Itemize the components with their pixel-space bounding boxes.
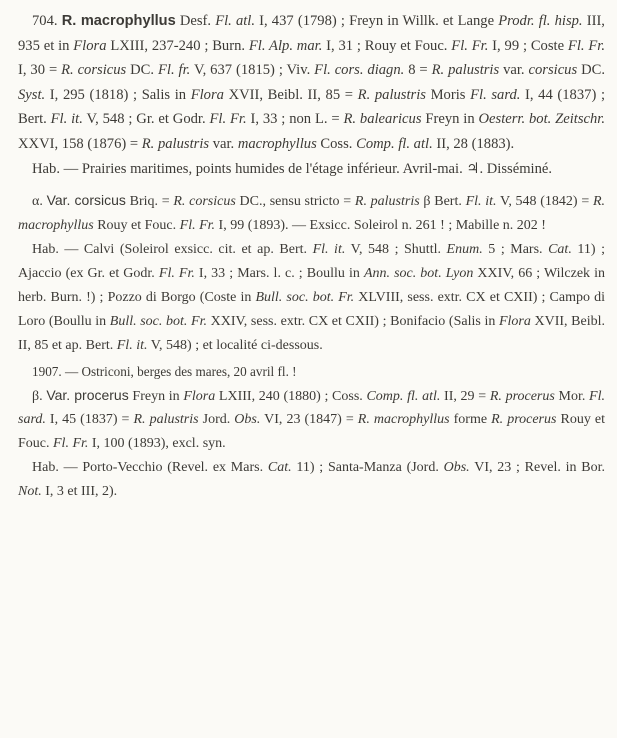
variety-alpha-synonymy: Briq. = R. corsicus DC., sensu stricto = R. palustris β Bert. Fl. it. V, 548 (1842) = R. macrophyllus Rouy et Fouc. Fl. Fr. I, 99 (1893). — Exsicc. Soleirol n. 261 ! ; Mabille n. 202 ! (18, 194, 605, 234)
variety-alpha-observation: 1907. — Ostriconi, berges des mares, 20 avril fl. ! (32, 363, 297, 379)
variety-alpha-paragraph (18, 189, 605, 238)
italic-citation: Fl. Fr. (158, 265, 195, 281)
variety-beta-letter: β. (32, 388, 43, 404)
italic-citation: Fl. it. (116, 337, 148, 353)
variety-beta-paragraph (18, 384, 605, 457)
italic-citation: R. macrophyllus (357, 412, 450, 428)
variety-alpha-habitat: Hab. — Calvi (Soleirol exsicc. cit. et ap. Bert. Fl. it. V, 548 ; Shuttl. Enum. 5 ; Mars. Cat. 11) ; Ajaccio (ex Gr. et Godr. Fl. Fr. I, 33 ; Mars. l. c. ; Boullu in Ann. soc. bot. Lyon XXIV, 66 ; Wilczek in herb. Burn. !) ; Pozzo di Borgo (Coste in Bull. soc. bot. Fr. XLVIII, sess. extr. CX et CXII) ; Campo di Loro (Boullu in Bull. soc. bot. Fr. XXIV, sess. extr. CX et CXII) ; Bonifacio (Salis in Flora XVII, Beibl. II, 85 et ap. Bert. Fl. it. V, 548) ; et localité ci-dessous. (18, 241, 606, 353)
italic-citation: Fl. fr. (157, 62, 191, 79)
italic-citation: Flora (498, 313, 531, 329)
italic-citation: Comp. fl. atl. (356, 135, 433, 152)
italic-citation: R. macrophyllus (18, 194, 605, 234)
italic-citation: Enum. (446, 241, 483, 257)
italic-citation: R. corsicus (173, 194, 236, 210)
italic-citation: Fl. Alp. mar. (248, 37, 323, 54)
italic-citation: Not. (18, 484, 42, 500)
species-entry-paragraph (18, 9, 605, 157)
italic-citation: R. palustris (354, 194, 420, 210)
italic-citation: R. palustris (431, 62, 500, 79)
italic-citation: Flora (73, 37, 107, 54)
italic-citation: corsicus (528, 62, 578, 79)
italic-citation: R. balearicus (343, 111, 422, 128)
italic-citation: Fl. it. (465, 194, 497, 210)
italic-citation: R. palustris (357, 86, 426, 103)
italic-citation: Fl. Fr. (451, 37, 489, 54)
italic-citation: Fl. Fr. (179, 218, 216, 234)
italic-citation: Fl. sard. (470, 86, 521, 103)
italic-citation: Fl. cors. diagn. (314, 62, 405, 79)
italic-citation: Fl. Fr. (567, 37, 605, 54)
italic-citation: Obs. (234, 412, 261, 428)
italic-citation: Bull. soc. bot. Fr. (255, 289, 355, 305)
italic-citation: Cat. (267, 460, 292, 476)
italic-citation: R. procerus (489, 388, 555, 404)
italic-citation: Comp. fl. atl. (366, 388, 441, 404)
italic-citation: R. palustris (141, 135, 210, 152)
entry-number: 704. (32, 13, 58, 29)
variety-alpha-letter: α. (32, 194, 43, 210)
italic-citation: Cat. (548, 241, 572, 257)
italic-citation: R. procerus (491, 412, 557, 428)
italic-citation: Fl. sard. (18, 388, 605, 428)
italic-citation: macrophyllus (237, 135, 317, 152)
variety-beta-habitat: Hab. — Porto-Vecchio (Revel. ex Mars. Cat. 11) ; Santa-Manza (Jord. Obs. VI, 23 ; Revel. in Bor. Not. I, 3 et III, 2). (18, 460, 606, 500)
italic-citation: Bull. soc. bot. Fr. (109, 313, 207, 329)
variety-alpha-label: Var. corsicus (46, 192, 126, 209)
italic-citation: Flora (190, 86, 224, 103)
species-name: R. macrophyllus (61, 13, 176, 29)
italic-citation: Obs. (443, 460, 470, 476)
species-habitat: Hab. — Prairies maritimes, points humides de l'étage inférieur. Avril-mai. ♃. Disséminé. (32, 160, 553, 177)
variety-beta-label: Var. procerus (46, 386, 129, 403)
italic-citation: R. corsicus (61, 62, 127, 79)
italic-citation: Ann. soc. bot. Lyon (363, 265, 474, 281)
italic-citation: Fl. it. (50, 111, 83, 128)
italic-citation: Flora (183, 388, 216, 404)
italic-citation: Fl. it. (312, 241, 346, 257)
variety-beta-synonymy: Freyn in Flora LXIII, 240 (1880) ; Coss. Comp. fl. atl. II, 29 = R. procerus Mor. Fl. sard. I, 45 (1837) = R. palustris Jord. Obs. VI, 23 (1847) = R. macrophyllus forme R. procerus Rouy et Fouc. Fl. Fr. I, 100 (1893), excl. syn. (18, 388, 605, 452)
italic-citation: Fl. atl. (215, 13, 256, 29)
italic-citation: Fl. Fr. (209, 111, 247, 128)
italic-citation: R. palustris (133, 412, 199, 428)
italic-citation: Syst. (18, 86, 46, 103)
species-synonymy: Desf. Fl. atl. I, 437 (1798) ; Freyn in Willk. et Lange Prodr. fl. hisp. III, 935 et in Flora LXIII, 237-240 ; Burn. Fl. Alp. mar. I, 31 ; Rouy et Fouc. Fl. Fr. I, 99 ; Coste Fl. Fr. I, 30 = R. corsicus DC. Fl. fr. V, 637 (1815) ; Viv. Fl. cors. diagn. 8 = R. palustris var. corsicus DC. Syst. I, 295 (1818) ; Salis in Flora XVII, Beibl. II, 85 = R. palustris Moris Fl. sard. I, 44 (1837) ; Bert. Fl. it. V, 548 ; Gr. et Godr. Fl. Fr. I, 33 ; non L. = R. balearicus Freyn in Oesterr. bot. Zeitschr. XXVI, 158 (1876) = R. palustris var. macrophyllus Coss. Comp. fl. atl. II, 28 (1883). (18, 13, 605, 152)
italic-citation: Fl. Fr. (53, 436, 89, 452)
italic-citation: Oesterr. bot. Zeitschr. (478, 111, 605, 128)
italic-citation: Prodr. fl. hisp. (498, 13, 583, 29)
